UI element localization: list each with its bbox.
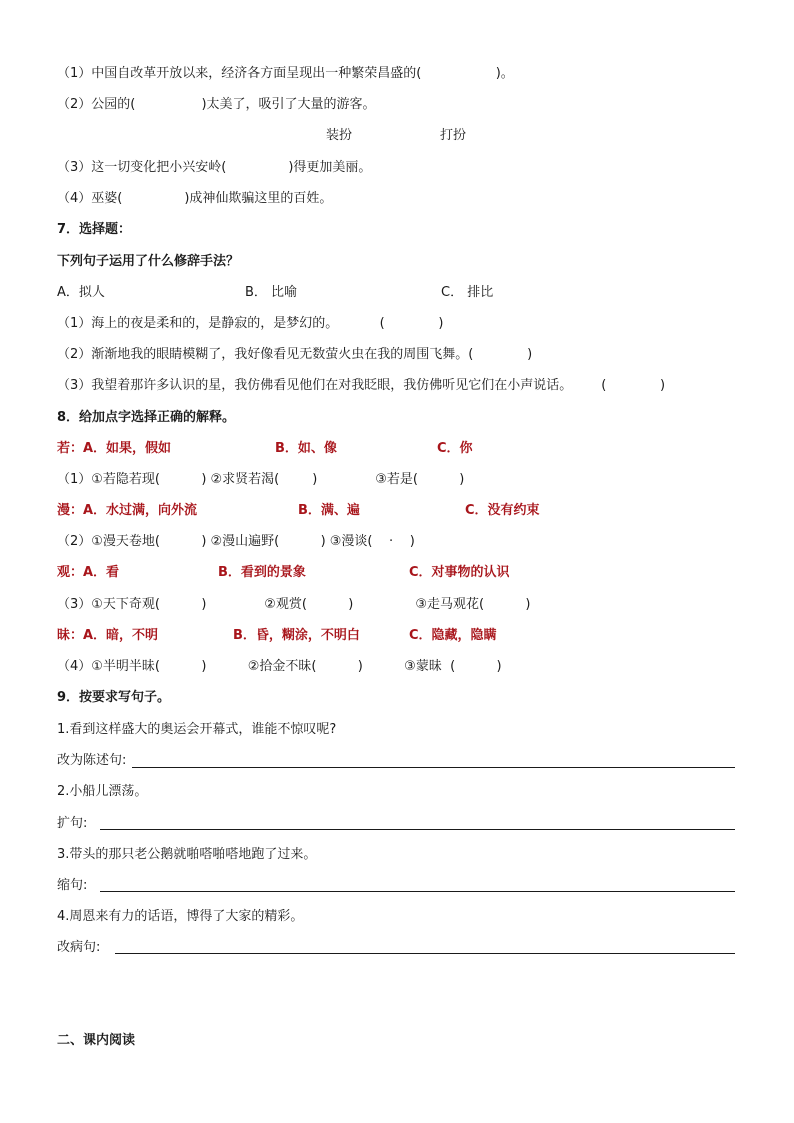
q6-sentence-4: （4）巫婆( )成神仙欺骗这里的百姓。 (57, 191, 333, 206)
q8-group2-definition-a: 漫：A．水过满，向外流 (57, 503, 198, 518)
q9-answer-label-2: 扩句: (57, 816, 88, 831)
q9-sentence-4: 4.周恩来有力的话语，博得了大家的精彩。 (57, 909, 304, 924)
q9-answer-label-4: 改病句: (57, 940, 101, 955)
q9-answer-line-3[interactable] (100, 891, 735, 892)
q8-group1-definition-b: B．如、像 (275, 441, 337, 456)
q7-prompt: 下列句子运用了什么修辞手法？ (57, 254, 240, 269)
q8-group3-definition-a: 观：A．看 (57, 565, 120, 580)
q9-answer-line-4[interactable] (115, 953, 735, 954)
q9-answer-label-3: 缩句: (57, 878, 88, 893)
q6-sentence-1: （1）中国自改革开放以来，经济各方面呈现出一种繁荣昌盛的( )。 (57, 66, 514, 81)
q7-option-b: B． 比喻 (245, 285, 298, 300)
q8-group3-definition-c: C．对事物的认识 (409, 565, 510, 580)
section-2-title: 二、课内阅读 (57, 1033, 136, 1048)
q9-sentence-3: 3.带头的那只老公鹅就啪嗒啪嗒地跑了过来。 (57, 847, 317, 862)
q7-option-a: A．拟人 (57, 285, 105, 300)
q8-group4-definition-c: C．隐藏，隐瞒 (409, 628, 497, 643)
q8-title: 8．给加点字选择正确的解释。 (57, 410, 236, 425)
q7-sentence-2: （2）渐渐地我的眼睛模糊了，我好像看见无数萤火虫在我的周围飞舞。( ) (57, 347, 533, 362)
q9-answer-line-1[interactable] (132, 767, 735, 768)
q8-group4-definition-b: B．昏，糊涂，不明白 (233, 628, 360, 643)
q8-group2-items: （2）①漫天卷地( ) ②漫山遍野( ) ③漫谈( · ) (57, 534, 415, 549)
q6-word-option-1: 装扮 (326, 128, 353, 143)
q8-group1-definition-a: 若：A．如果，假如 (57, 441, 172, 456)
q7-title: 7．选择题： (57, 222, 132, 237)
q8-group1-definition-c: C．你 (437, 441, 473, 456)
q8-group4-items: （4）①半明半昧( ) ②拾金不昧( ) ③蒙昧 ( ) (57, 659, 502, 674)
q6-word-option-2: 打扮 (440, 128, 467, 143)
q9-title: 9．按要求写句子。 (57, 690, 171, 705)
q8-group3-items: （3）①天下奇观( ) ②观赏( ) ③走马观花( ) (57, 597, 531, 612)
q8-group4-definition-a: 昧：A．暗，不明 (57, 628, 159, 643)
q9-sentence-1: 1.看到这样盛大的奥运会开幕式，谁能不惊叹呢? (57, 722, 337, 737)
q8-group3-definition-b: B．看到的景象 (218, 565, 306, 580)
q9-answer-line-2[interactable] (100, 829, 735, 830)
q6-sentence-3: （3）这一切变化把小兴安岭( )得更加美丽。 (57, 160, 372, 175)
q8-group2-definition-c: C．没有约束 (465, 503, 540, 518)
q9-answer-label-1: 改为陈述句: (57, 753, 127, 768)
q8-group2-definition-b: B．满、遍 (298, 503, 360, 518)
q6-sentence-2: （2）公园的( )太美了，吸引了大量的游客。 (57, 97, 376, 112)
q7-sentence-3: （3）我望着那许多认识的星，我仿佛看见他们在对我眨眼，我仿佛听见它们在小声说话。 ( ) (57, 378, 666, 393)
q9-sentence-2: 2.小船儿漂荡。 (57, 784, 148, 799)
q7-sentence-1: （1）海上的夜是柔和的，是静寂的，是梦幻的。 ( ) (57, 316, 444, 331)
q8-group1-items: （1）①若隐若现( ) ②求贤若渴( ) ③若是( ) (57, 472, 465, 487)
q7-option-c: C． 排比 (441, 285, 494, 300)
